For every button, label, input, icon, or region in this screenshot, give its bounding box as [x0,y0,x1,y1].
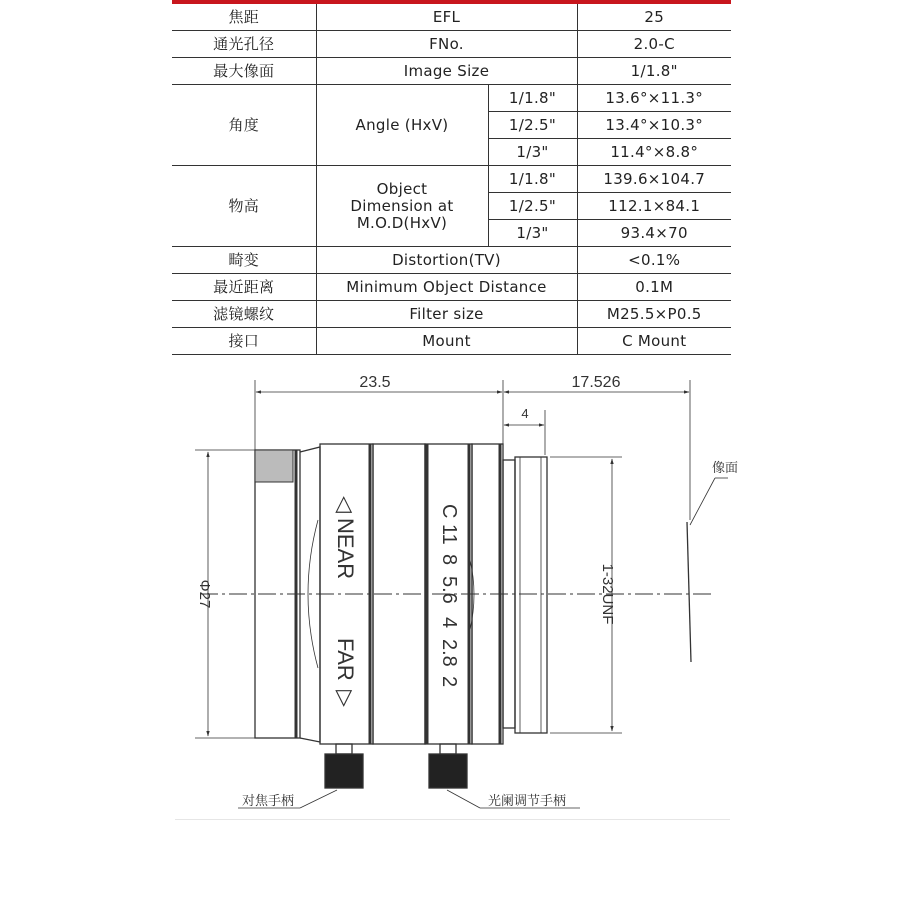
spec-value: 25 [577,4,731,31]
spec-value: C Mount [577,328,731,355]
spec-label-cn: 通光孔径 [172,31,316,58]
sensor-size: 1/2.5" [488,193,577,220]
spec-value: 112.1×84.1 [577,193,731,220]
spec-label-en: Mount [316,328,577,355]
spec-label-line: Dimension at [350,196,454,215]
spec-label-en: EFL [316,4,577,31]
fstop-label: 4 [438,617,460,629]
spec-value: 13.4°×10.3° [577,112,731,139]
dim-thread-label: 1-32UNF [599,563,616,625]
dim-length-label: 23.5 [359,374,391,391]
fstop-label: 2 [438,676,460,688]
spec-label-en: Minimum Object Distance [316,274,577,301]
spec-value: M25.5×P0.5 [577,301,731,328]
spec-label-cn: 畸变 [172,247,316,274]
near-arrow-icon: ◁ [333,496,358,513]
far-arrow-icon: ▷ [333,690,358,707]
spec-value: 2.0-C [577,31,731,58]
dim-diameter-label: Φ27 [196,579,213,609]
iris-handle-label: 光阑调节手柄 [488,793,567,808]
lens-dimension-drawing [0,360,900,820]
focus-handle-label: 对焦手柄 [242,793,295,808]
spec-label-en: Filter size [316,301,577,328]
spec-label-en: FNo. [316,31,577,58]
spec-label-cn: 最近距离 [172,274,316,301]
sensor-size: 1/2.5" [488,112,577,139]
table-row [172,58,731,85]
table-row [172,85,731,112]
near-label: NEAR [333,518,358,580]
spec-label-cn: 滤镜螺纹 [172,301,316,328]
spec-label-cn: 接口 [172,328,316,355]
sensor-size: 1/3" [488,139,577,166]
spec-label-cn: 焦距 [172,4,316,31]
table-row [172,31,731,58]
spec-label-en [316,166,488,247]
sensor-size: 1/1.8" [488,166,577,193]
table-row [172,4,731,31]
dim-flange-label: 4 [521,406,529,421]
table-row [172,247,731,274]
fstop-label: 5.6 [438,576,460,604]
table-row [172,301,731,328]
fstop-label: 11 [438,524,460,545]
fstop-label: C [438,504,460,519]
table-row [172,274,731,301]
spec-value: 11.4°×8.8° [577,139,731,166]
spec-value: 13.6°×11.3° [577,85,731,112]
image-plane-label: 像面 [712,460,739,475]
fstop-label: 2.8 [438,639,460,667]
spec-label-en: Angle (HxV) [316,85,488,166]
far-label: FAR [333,638,358,681]
fstop-label: 8 [438,554,460,566]
spec-value: 1/1.8" [577,58,731,85]
spec-label-cn: 角度 [172,85,316,166]
spec-value: 0.1M [577,274,731,301]
spec-value: 93.4×70 [577,220,731,247]
spec-value: <0.1% [577,247,731,274]
spec-label-line: M.O.D(HxV) [356,213,448,232]
spec-label-line: Object [376,179,428,198]
dim-back-label: 17.526 [571,374,621,391]
spec-label-cn: 最大像面 [172,58,316,85]
table-row [172,166,731,193]
spec-label-cn: 物高 [172,166,316,247]
table-row [172,328,731,355]
spec-value: 139.6×104.7 [577,166,731,193]
sensor-size: 1/1.8" [488,85,577,112]
spec-label-en: Distortion(TV) [316,247,577,274]
sensor-size: 1/3" [488,220,577,247]
spec-label-en: Image Size [316,58,577,85]
spec-table [172,4,731,355]
